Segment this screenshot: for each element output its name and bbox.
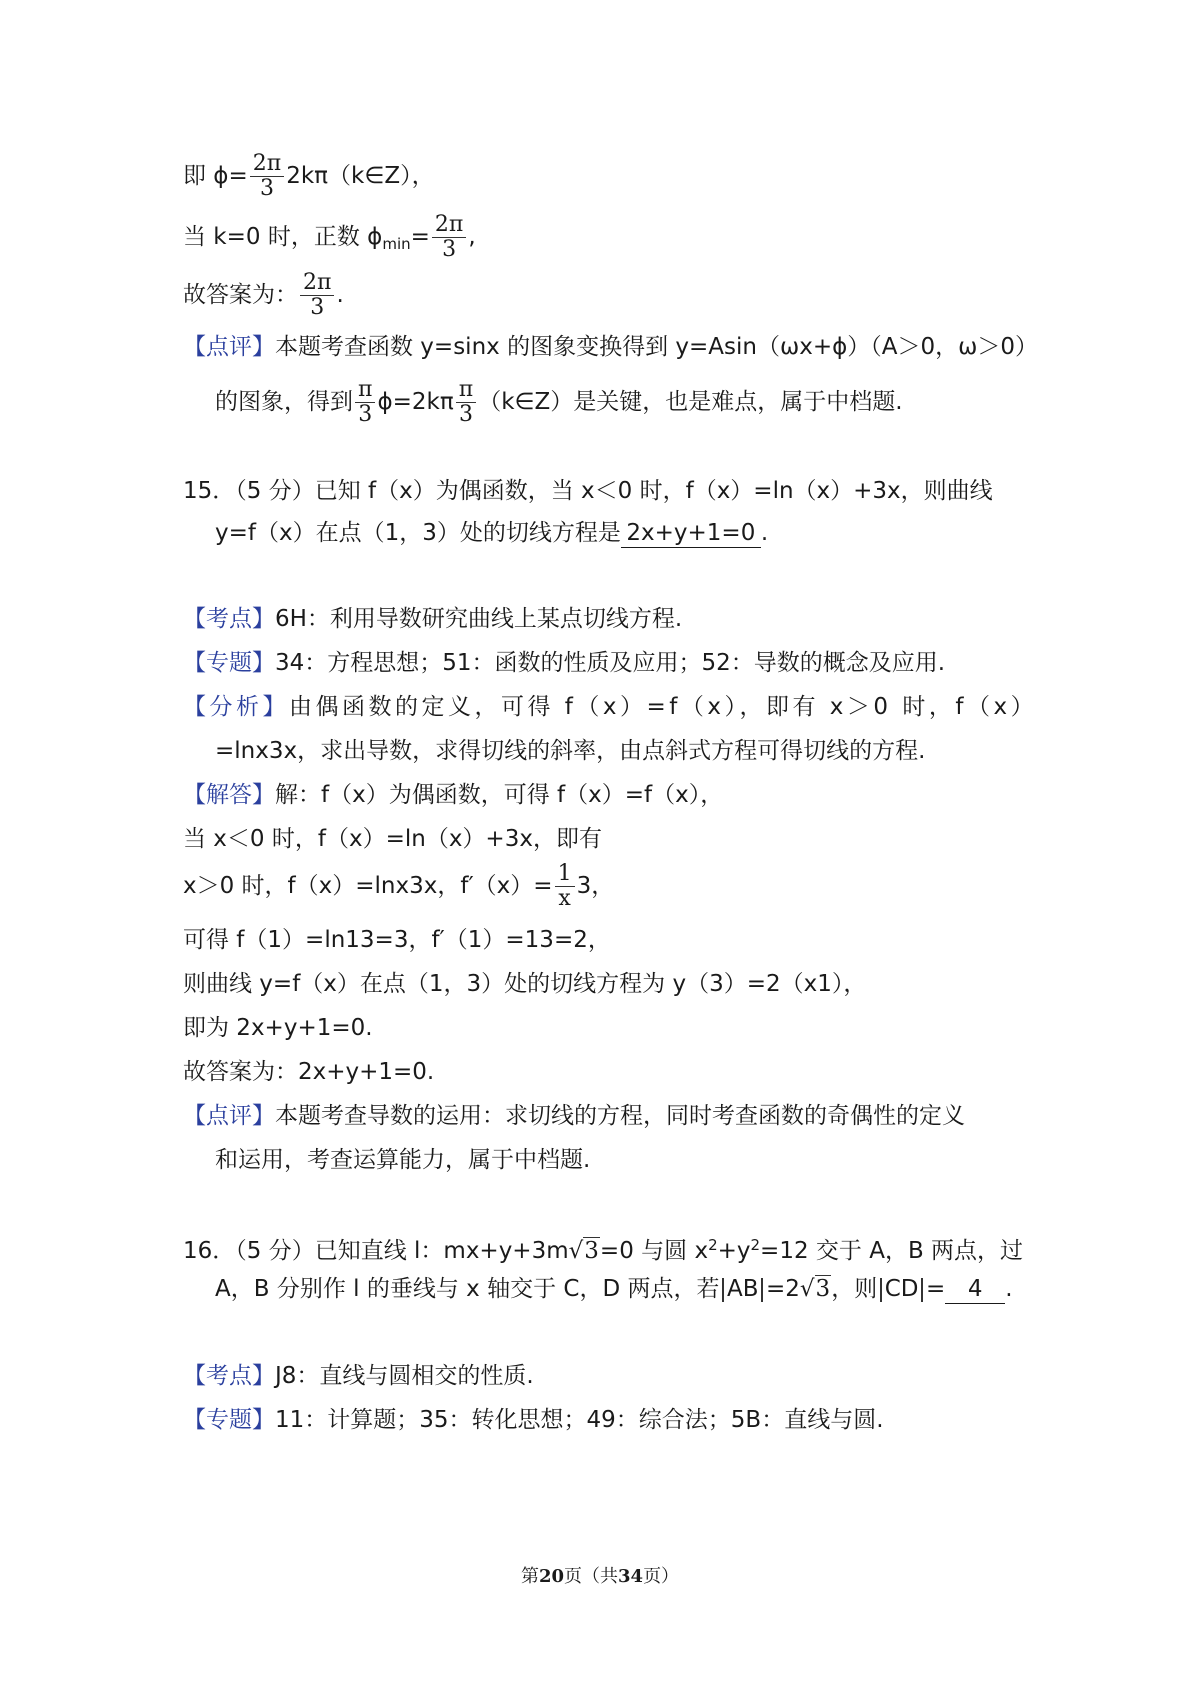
q15-jieda-6: 即为 2x+y+1=0. xyxy=(183,1015,373,1041)
page-number: 20 xyxy=(538,1566,564,1587)
review-line-1: 【点评】本题考查函数 y=sinx 的图象变换得到 y=Asin（ωx+ϕ）（A＞0，ω＞0） xyxy=(183,334,1039,360)
review-tag: 【点评】 xyxy=(183,334,275,360)
q15-jieda-7: 故答案为：2x+y+1=0. xyxy=(183,1059,435,1085)
q15-jieda-2: 当 x＜0 时，f（x）=ln（x）+3x，即有 xyxy=(183,826,602,852)
review-line-2: 的图象，得到 $\frac{\pi}{3}$ ϕ=2kπ $\frac{\pi}{3}$ （k∈Z）是关键，也是难点，属于中档题. xyxy=(215,377,903,427)
q15-dianping-2: 和运用，考查运算能力，属于中档题. xyxy=(215,1147,591,1173)
q16-kaodian: 【考点】J8：直线与圆相交的性质. xyxy=(183,1363,534,1389)
q15-fenxi-1: 【分析】由偶函数的定义，可得 f（x）=f（x），即有 x＞0 时，f（x） xyxy=(183,694,1038,720)
q15-line-2: y=f（x）在点（1，3）处的切线方程是 2x+y+1=0 . xyxy=(215,520,769,546)
q16-answer: 4 xyxy=(945,1275,1005,1304)
fraction-2pi-over-3: $\frac{2\pi}{3}$ xyxy=(432,213,466,262)
fraction-1-over-x: $\frac{1}{x}$ xyxy=(555,862,575,911)
line-phi: 即 ϕ= $\frac{2\pi}{3}$ 2kπ（k∈Z）， xyxy=(183,151,435,201)
q15-kaodian: 【考点】6H：利用导数研究曲线上某点切线方程. xyxy=(183,606,683,632)
fraction-2pi-over-3: $\frac{2\pi}{3}$ xyxy=(300,271,334,320)
line-phi-min: 当 k=0 时，正数 $\phi_{min}=$ $\frac{2\pi}{3}$ , xyxy=(183,212,476,262)
q15-answer: 2x+y+1=0 xyxy=(621,519,761,548)
q15-fenxi-2: =lnx3x，求出导数，求得切线的斜率，由点斜式方程可得切线的方程. xyxy=(215,738,926,764)
sqrt-3: √3 xyxy=(799,1276,831,1302)
line-answer: 故答案为： $\frac{2\pi}{3}$ . xyxy=(183,270,344,320)
q16-zhuanti: 【专题】11：计算题；35：转化思想；49：综合法；5B：直线与圆. xyxy=(183,1407,884,1433)
sqrt-3: √3 xyxy=(568,1238,599,1264)
fraction-pi-over-3: $\frac{\pi}{3}$ xyxy=(456,378,476,427)
q15-dianping-1: 【点评】本题考查导数的运用：求切线的方程，同时考查函数的奇偶性的定义 xyxy=(183,1103,965,1129)
q16-line-2: A，B 分别作 l 的垂线与 x 轴交于 C，D 两点，若 AB =2√3，则 CD = 4 . xyxy=(215,1273,1013,1305)
q15-line-1: 15．（5 分）已知 f（x）为偶函数，当 x＜0 时，f（x）=ln（x）+3x，则曲线 xyxy=(183,478,993,504)
q15-jieda-4: 可得 f（1）=ln13=3，f′（1）=13=2， xyxy=(183,927,611,953)
q15-jieda-5: 则曲线 y=f（x）在点（1，3）处的切线方程为 y（3）=2（x1）， xyxy=(183,971,867,997)
q16-line-1: 16．（5 分）已知直线 l：mx+y+3m√3=0 与圆 $x^2+y^2=12$ 交于 A，B 两点，过 xyxy=(183,1229,1023,1267)
q15-jieda-3: x＞0 时，f（x）=lnx3x，f′（x）= $\frac{1}{x}$ 3， xyxy=(183,861,615,911)
q15-jieda-1: 【解答】解：f（x）为偶函数，可得 f（x）=f（x）， xyxy=(183,782,724,808)
fraction-pi-over-3: $\frac{\pi}{3}$ xyxy=(355,378,375,427)
q15-zhuanti: 【专题】34：方程思想；51：函数的性质及应用；52：导数的概念及应用. xyxy=(183,650,946,676)
page-footer: 第20页（共34页） xyxy=(520,1566,680,1587)
fraction-2pi-over-3: $\frac{2\pi}{3}$ xyxy=(250,152,284,201)
total-pages: 34 xyxy=(618,1566,644,1587)
